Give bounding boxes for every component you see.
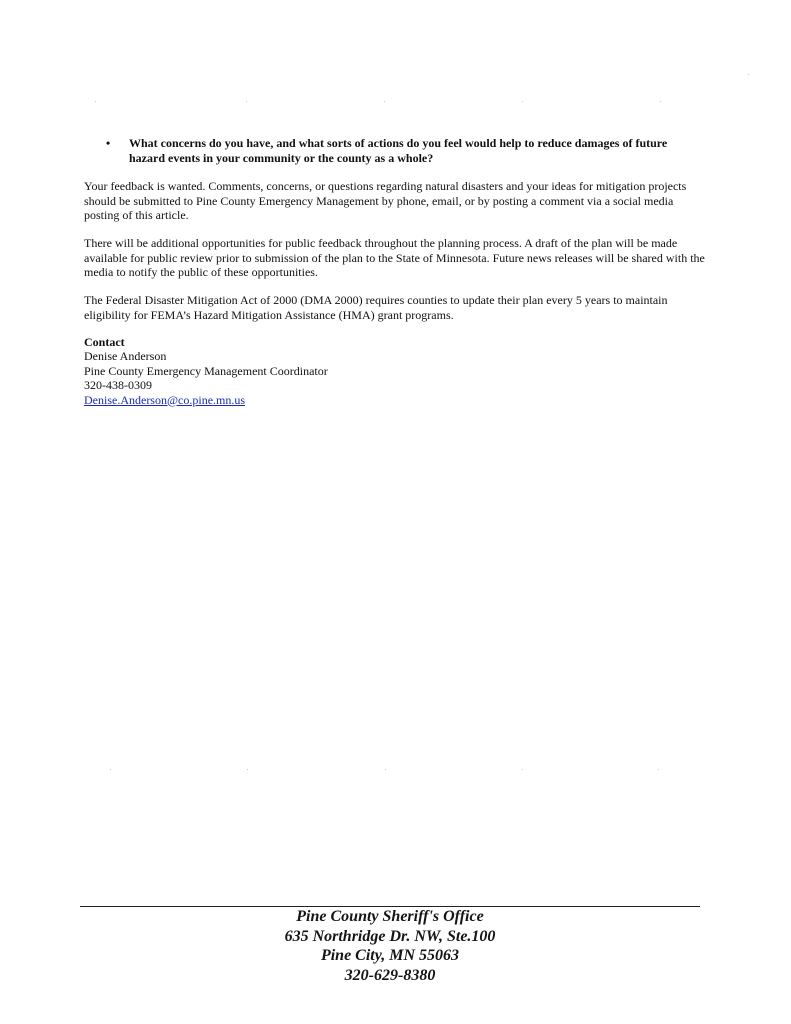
footer-city: Pine City, MN 55063 xyxy=(320,947,460,964)
question-bullet xyxy=(106,136,706,166)
scan-speck xyxy=(384,101,385,102)
feedback-paragraph: Your feedback is wanted. Comments, concerns, or questions regarding natural disasters and your ideas for mitigation projects should be submitted to Pine County Emergency Management by phone, email, or by posting a comment via a social media posting of this article. xyxy=(84,179,687,223)
footer-phone: 320-629-8380 xyxy=(344,966,436,984)
scan-speck xyxy=(522,769,523,770)
bullet-marker: • xyxy=(106,136,111,150)
contact-title: Pine County Emergency Management Coordinator xyxy=(84,363,328,378)
scan-speck xyxy=(247,769,248,770)
opportunities-paragraph: There will be additional opportunities for public feedback throughout the planning process. A draft of the plan will be made available for public review prior to submission of the plan to the State of Minnesota. Future news releases will be shared with the media to notify the public of these opportunities. xyxy=(84,236,705,280)
contact-name: Denise Anderson xyxy=(84,349,167,364)
scan-speck xyxy=(385,769,386,770)
scan-speck xyxy=(658,769,659,770)
scan-speck xyxy=(95,101,96,102)
contact-phone: 320-438-0309 xyxy=(84,378,152,393)
contact-block xyxy=(84,335,484,407)
scan-speck xyxy=(660,101,661,102)
scan-speck xyxy=(522,101,523,102)
dma-paragraph: The Federal Disaster Mitigation Act of 2000 (DMA 2000) requires counties to update their plan every 5 years to maintain eligibility for FEMA’s Hazard Mitigation Assistance (HMA) grant programs. xyxy=(84,293,668,322)
letterhead-footer xyxy=(80,907,700,985)
contact-email-link[interactable]: Denise.Anderson@co.pine.mn.us xyxy=(84,392,246,407)
bullet-question-text: What concerns do you have, and what sorts of actions do you feel would help to reduce damages of future hazard events in your community or the county as a whole? xyxy=(129,136,668,165)
contact-heading: Contact xyxy=(84,335,125,349)
scan-speck xyxy=(246,101,247,102)
scan-speck xyxy=(748,74,749,75)
footer-address: 635 Northridge Dr. NW, Ste.100 xyxy=(284,927,496,945)
footer-office-name: Pine County Sheriff's Office xyxy=(296,908,484,925)
scan-speck xyxy=(110,769,111,770)
